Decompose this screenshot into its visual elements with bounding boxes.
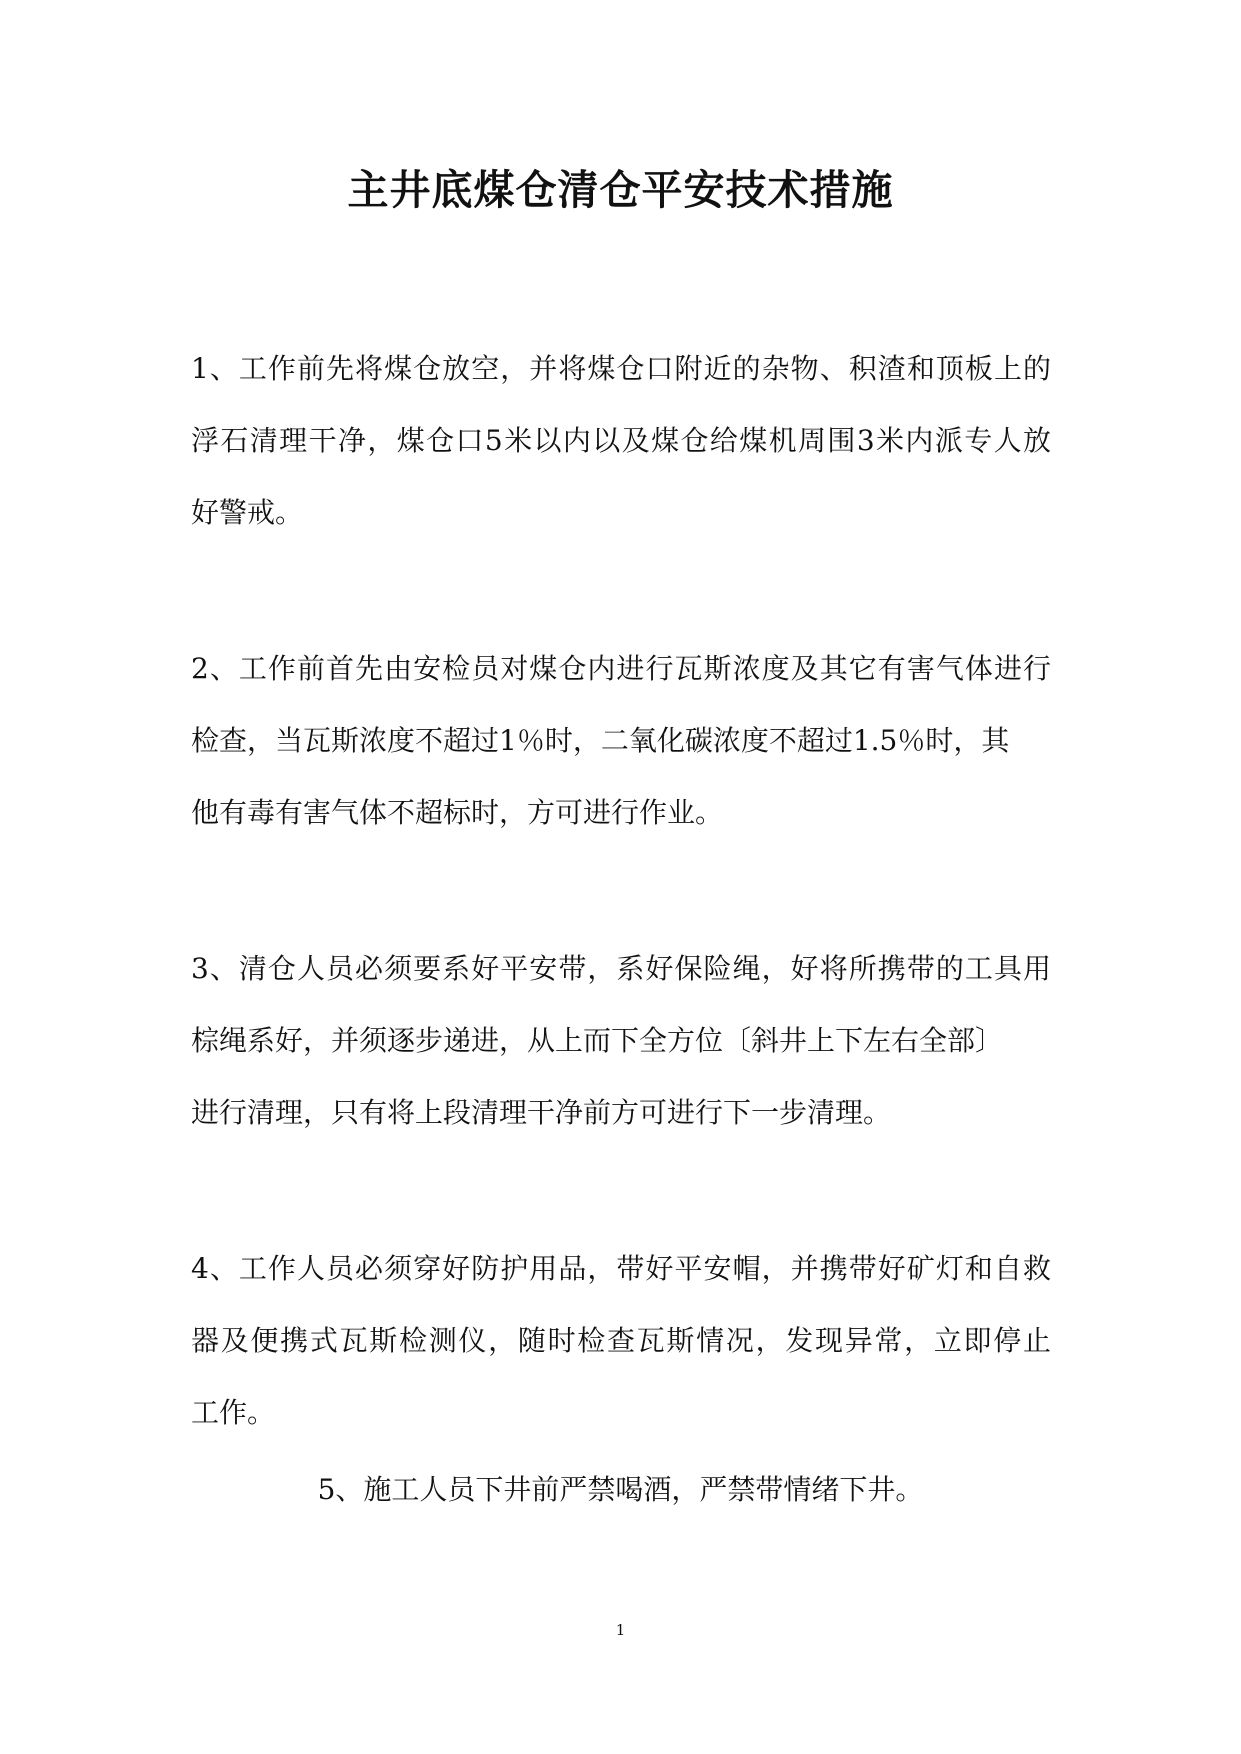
paragraph-3 [191, 933, 1051, 1149]
document-title: 主井底煤仓清仓平安技术措施 [347, 166, 894, 214]
paragraph-3-line-3: 进行清理，只有将上段清理干净前方可进行下一步清理。 [191, 1096, 892, 1129]
paragraph-3-line-1: 3、清仓人员必须要系好平安带，系好保险绳，好将所携带的工具用 [191, 952, 1051, 985]
paragraph-5: 5、施工人员下井前严禁喝酒，严禁带情绪下井。 [317, 1473, 924, 1506]
paragraph-4-line-2: 器及便携式瓦斯检测仪，随时检查瓦斯情况，发现异常，立即停止 [191, 1324, 1051, 1357]
page-number: 1 [615, 1621, 626, 1639]
paragraph-2 [191, 633, 1051, 849]
paragraph-4-line-3: 工作。 [191, 1396, 276, 1429]
paragraph-4-line-1: 4、工作人员必须穿好防护用品，带好平安帽，并携带好矿灯和自救 [191, 1252, 1051, 1285]
paragraph-2-line-1: 2、工作前首先由安检员对煤仓内进行瓦斯浓度及其它有害气体进行 [191, 652, 1051, 685]
paragraph-3-line-2: 棕绳系好，并须逐步递进，从上而下全方位〔斜井上下左右全部〕 [191, 1024, 1004, 1057]
paragraph-4 [191, 1233, 1051, 1449]
paragraph-1-line-3: 好警戒。 [191, 496, 304, 529]
paragraph-1-line-1: 1、工作前先将煤仓放空，并将煤仓口附近的杂物、积渣和顶板上的 [191, 352, 1051, 385]
paragraph-1 [191, 333, 1051, 549]
paragraph-2-line-3: 他有毒有害气体不超标时，方可进行作业。 [191, 796, 724, 829]
paragraph-1-line-2: 浮石清理干净，煤仓口5米以内以及煤仓给煤机周围3米内派专人放 [191, 424, 1051, 457]
paragraph-2-line-2: 检查，当瓦斯浓度不超过1％时，二氧化碳浓度不超过1.5％时，其 [191, 724, 1010, 757]
